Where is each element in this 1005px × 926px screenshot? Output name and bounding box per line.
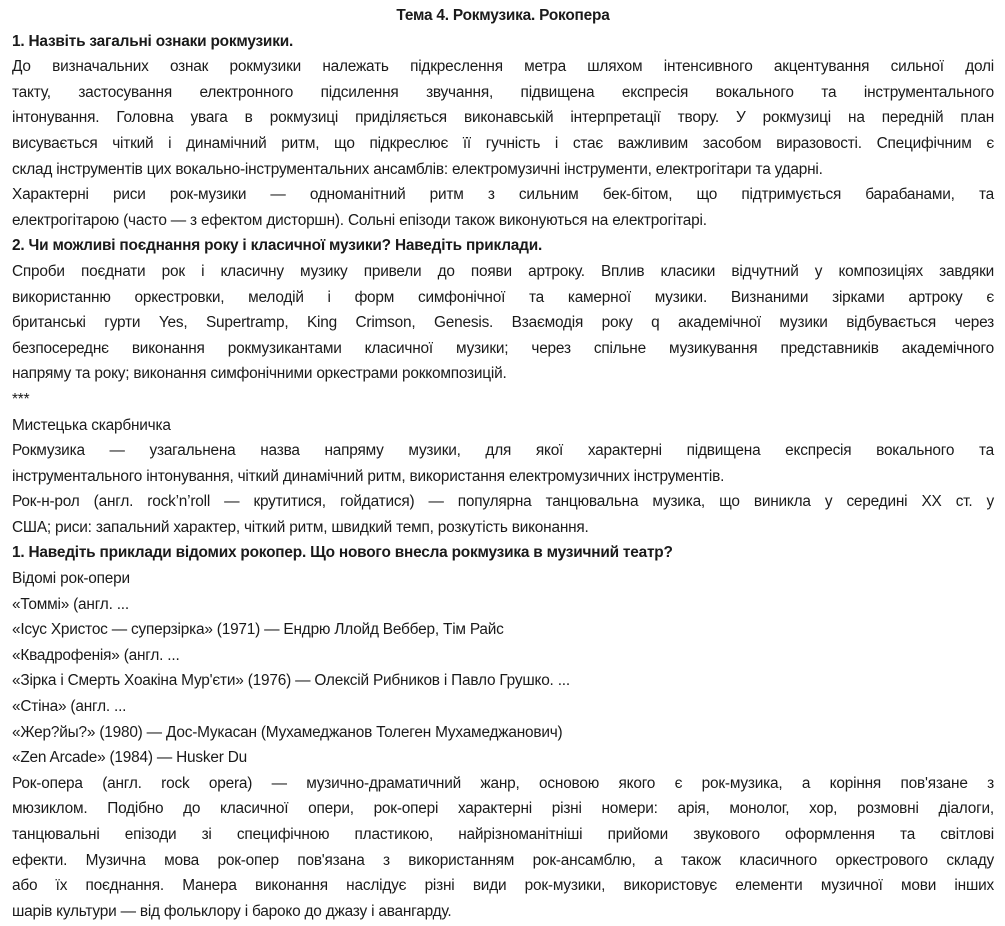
question-heading xyxy=(12,540,994,566)
text-line: 1. Назвіть загальні ознаки рокмузики. xyxy=(12,32,294,50)
text-line: *** xyxy=(12,390,30,408)
text-line: 1. Наведіть приклади відомих рокопер. Що нового внесла рокмузика в музичний театр? xyxy=(12,544,673,562)
text-line: Рок-опера (англ. rock opera) — музично-драматичний жанр, основою якого є рок-музика, а коріння пов'язане з xyxy=(12,774,994,792)
text-line: такту, застосування електронного підсилення звучання, підвищена експресія вокального та інструментального xyxy=(12,83,994,101)
text-line: «Ісус Христос — суперзірка» (1971) — Ендрю Ллойд Веббер, Тім Райс xyxy=(12,621,504,639)
text-line: Відомі рок-опери xyxy=(12,570,130,588)
text-line: інструментального інтонування, чіткий динамічний ритм, використання електромузичних інструментів. xyxy=(12,467,725,485)
text-line: Характерні риси рок-музики — одноманітний ритм з сильним бек-бітом, що підтримується барабанами, та xyxy=(12,186,994,204)
paragraph xyxy=(12,413,994,439)
text-line: 2. Чи можливі поєднання року і класичної музики? Наведіть приклади. xyxy=(12,237,543,255)
paragraph xyxy=(12,489,994,540)
page-title: Тема 4. Рокмузика. Рокопера xyxy=(396,7,610,24)
text-line: «Зірка і Смерть Хоакіна Мур'єти» (1976) — Олексій Рибников і Павло Грушко. ... xyxy=(12,672,570,690)
text-line: США; риси: запальний характер, чіткий ритм, швидкий темп, розкутість виконання. xyxy=(12,518,589,536)
text-line: склад інструментів цих вокально-інструментальних ансамблів: електромузичні інструменти, електрогітари та ударні. xyxy=(12,160,823,178)
text-line: Рок-н-рол (англ. rock’n’roll — крутитися, гойдатися) — популярна танцювальна музика, що виникла у середині XX ст. у xyxy=(12,493,994,511)
text-line: безпосереднє виконання рокмузикантами класичної музики; через спільне музикування представників академічного xyxy=(12,339,994,357)
paragraph xyxy=(12,54,994,233)
text-line: «Томмі» (англ. ... xyxy=(12,595,129,613)
paragraph xyxy=(12,771,994,925)
text-line: використанню оркестровки, мелодій і форм симфонічної та камерної музики. Визнаними зірками артроку є xyxy=(12,288,994,306)
document-body xyxy=(12,29,994,925)
text-line: британські гурти Yes, Supertramp, King Crimson, Genesis. Взаємодія року q академічної музики відбувається через xyxy=(12,314,994,332)
text-line: Рокмузика — узагальнена назва напряму музики, для якої характерні підвищена експресія вокального та xyxy=(12,442,994,460)
text-line: танцювальні епізоди зі специфічною пластикою, найрізноманітніші прийоми звукового оформлення та світлові xyxy=(12,826,994,843)
text-line: «Жер?йы?» (1980) — Дос-Мукасан (Мухамеджанов Толеген Мухамеджанович) xyxy=(12,723,563,741)
question-heading xyxy=(12,29,994,55)
text-line: «Стіна» (англ. ... xyxy=(12,698,127,716)
text-line: інтонування. Головна увага в рокмузиці приділяється виконавській інтерпретації твору. У рокмузиці на передній план xyxy=(12,109,994,127)
question-heading xyxy=(12,233,994,259)
paragraph xyxy=(12,566,994,771)
text-line: мюзиклом. Подібно до класичної опери, рок-опері характерні різні номери: арія, монолог, хор, розмовні діалоги, xyxy=(12,800,994,818)
text-line: або їх поєднання. Манера виконання наслідує різні види рок-музики, використовує елементи музичної мови інших xyxy=(12,877,994,895)
document xyxy=(12,0,994,924)
text-line: напряму та року; виконання симфонічними оркестрами роккомпозицій. xyxy=(12,365,507,383)
paragraph xyxy=(12,259,994,387)
text-line: «Квадрофенія» (англ. ... xyxy=(12,646,180,664)
text-line: ефекти. Музична мова рок-опер пов'язана з використанням рок-ансамблю, а також класичного оркестрового складу xyxy=(12,851,994,869)
text-line: шарів культури — від фольклору і бароко до джазу і авангарду. xyxy=(12,902,452,920)
paragraph xyxy=(12,387,994,413)
paragraph xyxy=(12,438,994,489)
text-line: До визначальних ознак рокмузики належать підкреслення метра шляхом інтенсивного акцентування сильної долі xyxy=(12,58,994,76)
text-line: висувається чіткий і динамічний ритм, що підкреслює її гучність і стає важливим засобом виразовості. Специфічним є xyxy=(12,134,994,152)
text-line: «Zen Arcade» (1984) — Husker Du xyxy=(12,749,248,767)
text-line: Спроби поєднати рок і класичну музику привели до появи артроку. Вплив класики відчутний у композиціях завдяки xyxy=(12,262,994,280)
text-line: електрогітарою (часто — з ефектом дисторшн). Сольні епізоди також виконуються на електрогітарі. xyxy=(12,211,707,229)
text-line: Мистецька скарбничка xyxy=(12,416,171,434)
